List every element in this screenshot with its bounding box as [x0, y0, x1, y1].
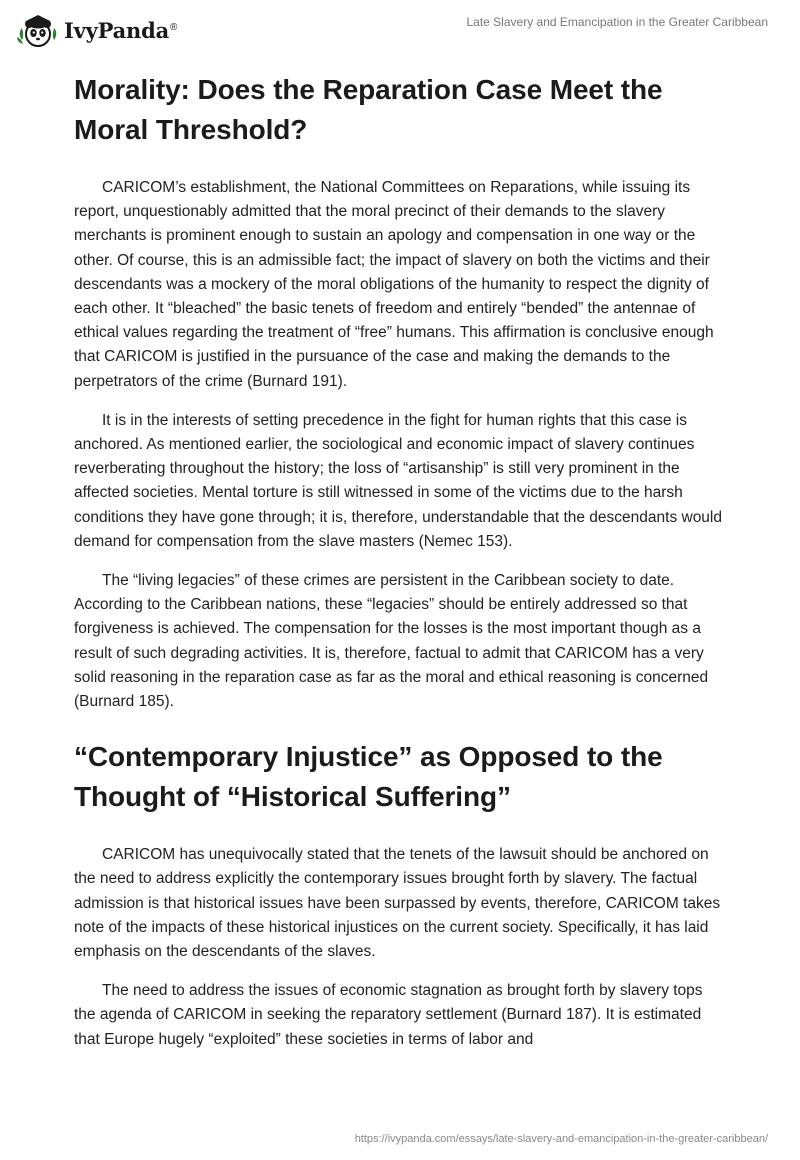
panda-graduate-logo-icon [16, 10, 60, 50]
logo-wordmark: IvyPanda® [64, 17, 178, 43]
section-heading: “Contemporary Injustice” as Opposed to the Thought of “Historical Suffering” [74, 741, 663, 813]
essay-body [74, 70, 726, 1052]
paragraph: The “living legacies” of these crimes are persistent in the Caribbean society to date. According to the Caribbean nations, these “legacies” should be entirely addressed so that forgiveness is achieved. The compensation for the losses is the most important though as a result of such degrading activities. It is, therefore, factual to admit that CARICOM has a very solid reasoning in the reparation case as far as the moral and ethical reasoning is concerned (Burnard 185). [74, 572, 709, 711]
section-heading: Morality: Does the Reparation Case Meet the Moral Threshold? [74, 74, 663, 145]
paragraph: The need to address the issues of economic stagnation as brought forth by slavery tops the agenda of CARICOM in seeking the reparatory settlement (Burnard 187). It is estimated that Europe hugely “exploited” these societies in terms of labor and [74, 982, 703, 1048]
paragraph: CARICOM has unequivocally stated that the tenets of the lawsuit should be anchored on the need to address explicitly the contemporary issues brought forth by slavery. The factual admission is that historical issues have been surpassed by events, therefore, CARICOM takes note of the impacts of these historical injustices on the current society. Specifically, it has laid emphasis on the descendants of the slaves. [74, 846, 721, 961]
ivypanda-logo[interactable] [16, 10, 177, 50]
page-header [0, 0, 800, 60]
running-title: Late Slavery and Emancipation in the Greater Caribbean [466, 15, 768, 29]
source-url[interactable]: https://ivypanda.com/essays/late-slavery-and-emancipation-in-the-greater-caribbean/ [354, 1133, 768, 1145]
paragraph: CARICOM’s establishment, the National Committees on Reparations, while issuing its report, unquestionably admitted that the moral precinct of their demands to the slavery merchants is prominent enough to sustain an apology and compensation in one way or the other. Of course, this is an admissible fact; the impact of slavery on both the victims and their descendants was a mockery of the moral obligations of the humanity to respect the dignity of each other. It “bleached” the basic tenets of freedom and entirely “bended” the antennae of ethical values regarding the treatment of “free” humans. This affirmation is conclusive enough that CARICOM is justified in the pursuance of the case and making the demands to the perpetrators of the crime (Burnard 191). [74, 179, 714, 390]
paragraph: It is in the interests of setting precedence in the fight for human rights that this case is anchored. As mentioned earlier, the sociological and economic impact of slavery continues reverberating throughout the history; the loss of “artisanship” is still very prominent in the affected societies. Mental torture is still witnessed in some of the victims due to the harsh conditions they have gone through; it is, therefore, understandable that the descendants would demand for compensation from the slave masters (Nemec 153). [74, 411, 722, 550]
